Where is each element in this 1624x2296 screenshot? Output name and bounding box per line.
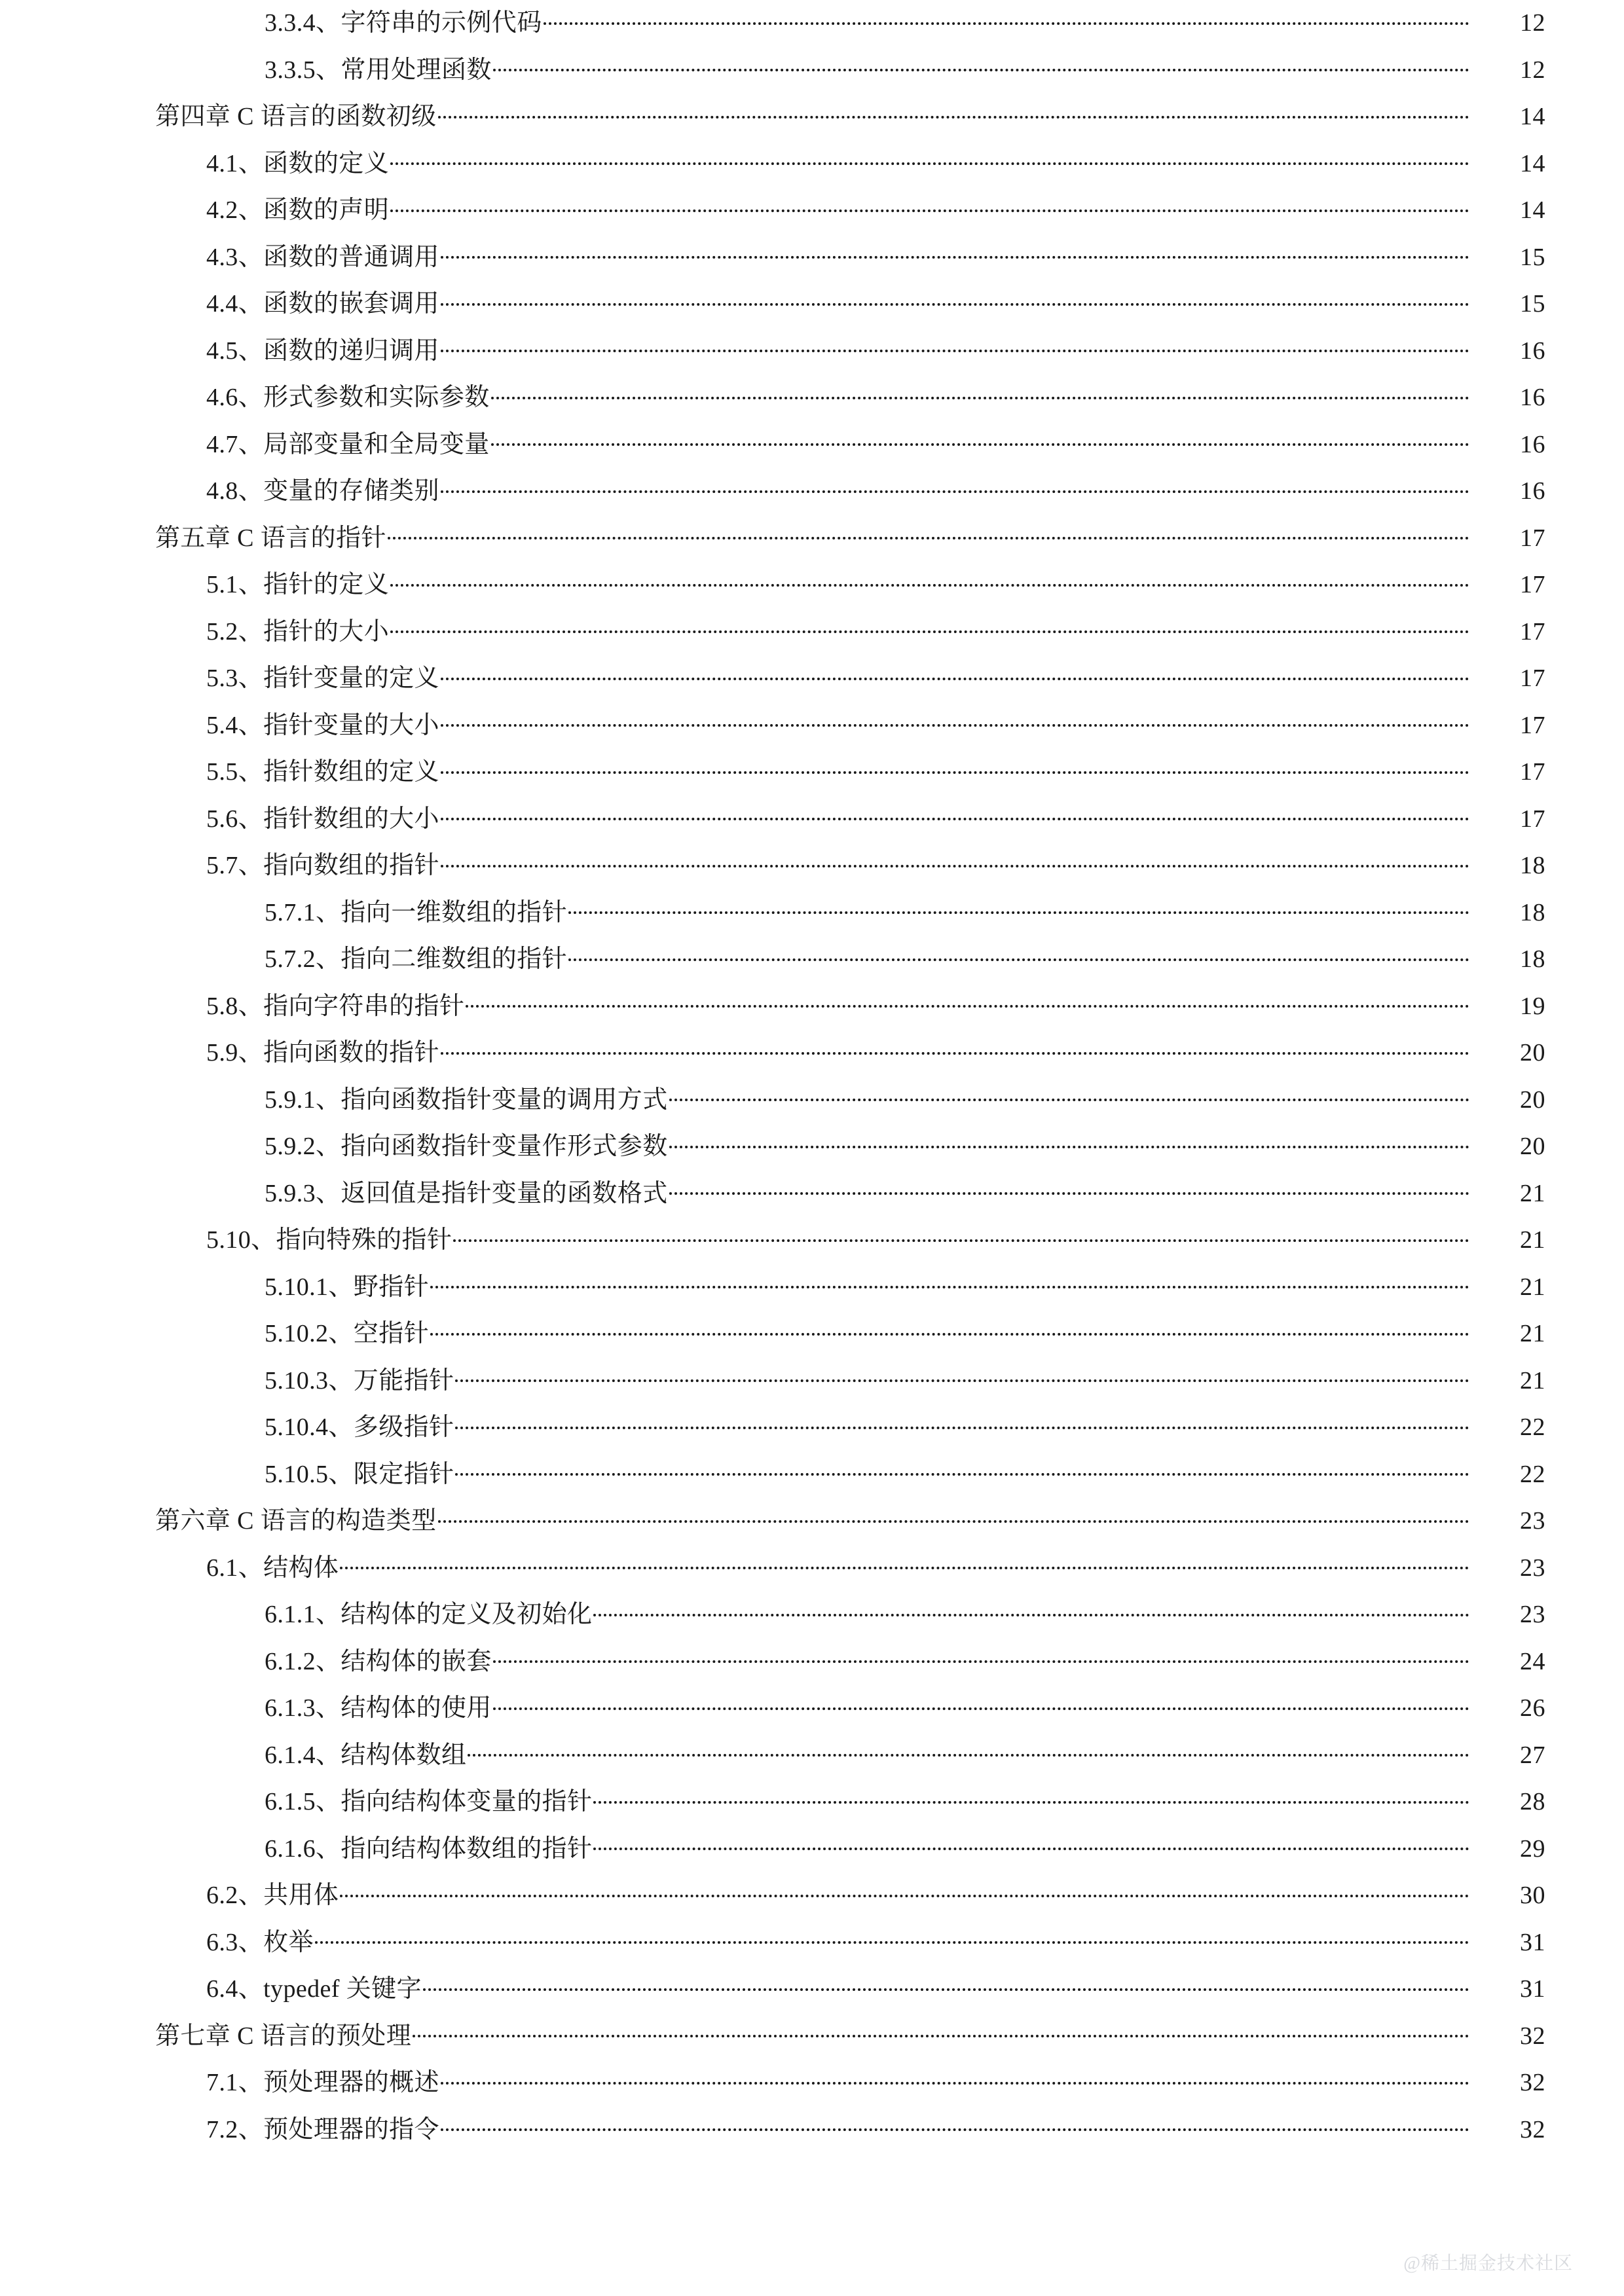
toc-leader-dots xyxy=(390,615,1469,640)
toc-leader-dots xyxy=(669,1176,1469,1201)
toc-entry-title: 5.7.1、指向一维数组的指针 xyxy=(265,898,568,926)
toc-entry-title: 7.2、预处理器的指令 xyxy=(206,2115,439,2143)
toc-entry-page-number: 16 xyxy=(1520,384,1545,411)
toc-entry-title: 6.1.6、指向结构体数组的指针 xyxy=(265,1834,593,1863)
toc-entry-title: 5.6、指针数组的大小 xyxy=(206,805,439,833)
toc-leader-dots xyxy=(441,1036,1469,1061)
toc-entry-page-number: 16 xyxy=(1520,477,1545,505)
toc-entry-page-number: 30 xyxy=(1520,1882,1545,1909)
toc-entry[interactable] xyxy=(0,1732,1624,1779)
toc-entry-page-number: 16 xyxy=(1520,430,1545,458)
toc-leader-dots xyxy=(441,661,1469,686)
toc-entry-page-number: 21 xyxy=(1520,1366,1545,1394)
toc-leader-dots xyxy=(430,1270,1469,1295)
toc-entry-page-number: 14 xyxy=(1520,149,1545,177)
toc-entry-page-number: 18 xyxy=(1520,945,1545,973)
toc-leader-dots xyxy=(441,848,1469,873)
toc-entry-page-number: 26 xyxy=(1520,1694,1545,1722)
toc-leader-dots xyxy=(340,1551,1469,1576)
toc-leader-dots xyxy=(430,1317,1469,1341)
toc-entry[interactable] xyxy=(0,1123,1624,1171)
toc-entry-page-number: 17 xyxy=(1520,805,1545,833)
toc-entry-page-number: 12 xyxy=(1520,56,1545,84)
toc-leader-dots xyxy=(388,521,1469,546)
toc-entry-title: 5.10、指向特殊的指针 xyxy=(206,1226,452,1254)
toc-entry-title: 第六章 C 语言的构造类型 xyxy=(155,1507,437,1535)
toc-leader-dots xyxy=(468,1738,1469,1763)
toc-entry-title: 6.1.1、结构体的定义及初始化 xyxy=(265,1601,593,1628)
toc-entry-title: 5.2、指针的大小 xyxy=(206,617,390,646)
toc-entry-title: 第四章 C 语言的函数初级 xyxy=(155,103,437,130)
toc-entry-title: 6.2、共用体 xyxy=(206,1882,339,1909)
toc-entry[interactable] xyxy=(0,281,1624,328)
toc-entry[interactable] xyxy=(0,843,1624,890)
toc-leader-dots xyxy=(441,2066,1469,2090)
toc-entry-page-number: 17 xyxy=(1520,758,1545,786)
toc-entry[interactable] xyxy=(0,1920,1624,1967)
toc-entry-page-number: 17 xyxy=(1520,524,1545,552)
toc-entry-title: 5.10.2、空指针 xyxy=(265,1320,430,1347)
toc-entry[interactable] xyxy=(0,1779,1624,1826)
toc-leader-dots xyxy=(441,334,1469,359)
toc-entry-title: 6.3、枚举 xyxy=(206,1928,314,1956)
toc-entry[interactable] xyxy=(0,1358,1624,1405)
toc-entry-title: 5.9.3、返回值是指针变量的函数格式 xyxy=(265,1179,668,1207)
toc-leader-dots xyxy=(340,1878,1469,1903)
toc-entry-page-number: 22 xyxy=(1520,1413,1545,1441)
toc-leader-dots xyxy=(593,1597,1469,1622)
toc-entry-title: 6.1.2、结构体的嵌套 xyxy=(265,1647,492,1675)
toc-entry-title: 5.10.1、野指针 xyxy=(265,1273,430,1301)
toc-entry-title: 4.5、函数的递归调用 xyxy=(206,337,439,365)
toc-entry-page-number: 17 xyxy=(1520,711,1545,739)
toc-entry-page-number: 29 xyxy=(1520,1834,1545,1863)
toc-entry-title: 6.1、结构体 xyxy=(206,1554,339,1582)
toc-entry-title: 第五章 C 语言的指针 xyxy=(155,524,386,552)
toc-entry[interactable] xyxy=(0,374,1624,422)
toc-entry-page-number: 20 xyxy=(1520,1133,1545,1160)
toc-entry-title: 4.8、变量的存储类别 xyxy=(206,477,439,505)
toc-entry-page-number: 31 xyxy=(1520,1928,1545,1956)
toc-leader-dots xyxy=(441,755,1469,780)
toc-leader-dots xyxy=(441,287,1469,312)
toc-leader-dots xyxy=(390,568,1469,592)
toc-entry[interactable] xyxy=(0,702,1624,750)
toc-entry-page-number: 32 xyxy=(1520,2069,1545,2096)
toc-entry-page-number: 17 xyxy=(1520,665,1545,692)
toc-entry-title: 6.4、typedef 关键字 xyxy=(206,1975,422,2003)
toc-entry-page-number: 14 xyxy=(1520,196,1545,224)
toc-entry[interactable] xyxy=(0,796,1624,843)
toc-entry[interactable] xyxy=(0,936,1624,983)
toc-entry[interactable] xyxy=(0,1592,1624,1639)
toc-entry[interactable] xyxy=(0,94,1624,141)
toc-entry[interactable] xyxy=(0,983,1624,1030)
toc-entry-title: 3.3.4、字符串的示例代码 xyxy=(265,9,542,37)
toc-leader-dots xyxy=(593,1785,1469,1810)
toc-entry[interactable] xyxy=(0,1545,1624,1592)
toc-entry[interactable] xyxy=(0,187,1624,234)
toc-leader-dots xyxy=(455,1457,1469,1482)
toc-entry-title: 5.7.2、指向二维数组的指针 xyxy=(265,945,568,973)
toc-entry-page-number: 17 xyxy=(1520,617,1545,646)
toc-entry[interactable] xyxy=(0,1451,1624,1499)
toc-entry-title: 5.8、指向字符串的指针 xyxy=(206,992,465,1020)
toc-entry-title: 5.5、指针数组的定义 xyxy=(206,758,439,786)
toc-entry-title: 5.10.5、限定指针 xyxy=(265,1460,454,1488)
toc-entry-page-number: 28 xyxy=(1520,1788,1545,1815)
toc-leader-dots xyxy=(669,1083,1469,1108)
toc-entry-page-number: 16 xyxy=(1520,337,1545,365)
toc-leader-dots xyxy=(491,428,1469,452)
toc-leader-dots xyxy=(455,1410,1469,1435)
toc-entry[interactable] xyxy=(0,1966,1624,2013)
toc-entry-title: 5.10.4、多级指针 xyxy=(265,1413,454,1441)
toc-entry[interactable] xyxy=(0,1030,1624,1077)
toc-entry-title: 4.6、形式参数和实际参数 xyxy=(206,384,490,411)
toc-entry[interactable] xyxy=(0,1826,1624,1873)
toc-leader-dots xyxy=(455,1364,1469,1389)
toc-entry-page-number: 22 xyxy=(1520,1460,1545,1488)
toc-entry-title: 4.7、局部变量和全局变量 xyxy=(206,430,490,458)
toc-leader-dots xyxy=(453,1223,1469,1248)
toc-leader-dots xyxy=(315,1925,1469,1950)
toc-entry[interactable] xyxy=(0,0,1624,47)
toc-leader-dots xyxy=(390,147,1469,172)
toc-entry-title: 6.1.4、结构体数组 xyxy=(265,1741,467,1769)
toc-leader-dots xyxy=(544,6,1469,31)
toc-leader-dots xyxy=(669,1129,1469,1154)
toc-entry-title: 4.4、函数的嵌套调用 xyxy=(206,290,439,318)
toc-entry-title: 4.3、函数的普通调用 xyxy=(206,243,439,271)
toc-entry-page-number: 32 xyxy=(1520,2022,1545,2050)
toc-leader-dots xyxy=(568,942,1469,967)
toc-entry-title: 5.10.3、万能指针 xyxy=(265,1366,454,1394)
toc-entry-page-number: 18 xyxy=(1520,898,1545,926)
toc-entry[interactable] xyxy=(0,2060,1624,2107)
toc-entry-page-number: 24 xyxy=(1520,1647,1545,1675)
toc-entry-title: 4.2、函数的声明 xyxy=(206,196,390,224)
toc-entry-title: 5.3、指针变量的定义 xyxy=(206,665,439,692)
toc-entry[interactable] xyxy=(0,328,1624,375)
toc-entry[interactable] xyxy=(0,1498,1624,1545)
toc-entry-page-number: 23 xyxy=(1520,1601,1545,1628)
toc-entry[interactable] xyxy=(0,1264,1624,1311)
toc-entry[interactable] xyxy=(0,1077,1624,1124)
toc-entry[interactable] xyxy=(0,141,1624,188)
toc-leader-dots xyxy=(568,896,1469,920)
toc-leader-dots xyxy=(438,1504,1469,1529)
toc-entry-title: 3.3.5、常用处理函数 xyxy=(265,56,492,84)
toc-leader-dots xyxy=(493,1645,1469,1669)
toc-entry-page-number: 21 xyxy=(1520,1226,1545,1254)
toc-leader-dots xyxy=(593,1832,1469,1857)
toc-entry-page-number: 27 xyxy=(1520,1741,1545,1769)
toc-leader-dots xyxy=(466,989,1469,1014)
toc-entry[interactable] xyxy=(0,47,1624,94)
toc-entry-title: 7.1、预处理器的概述 xyxy=(206,2069,439,2096)
toc-leader-dots xyxy=(441,240,1469,265)
toc-entry[interactable] xyxy=(0,1404,1624,1451)
toc-entry-page-number: 21 xyxy=(1520,1179,1545,1207)
toc-leader-dots xyxy=(441,802,1469,827)
watermark: @稀土掘金技术社区 xyxy=(1403,2253,1573,2274)
toc-entry-page-number: 21 xyxy=(1520,1273,1545,1301)
toc-entry-title: 5.1、指针的定义 xyxy=(206,571,390,598)
toc-entry[interactable] xyxy=(0,468,1624,515)
toc-entry[interactable] xyxy=(0,234,1624,282)
toc-entry-title: 4.1、函数的定义 xyxy=(206,149,390,177)
toc-leader-dots xyxy=(441,708,1469,733)
toc-entry-page-number: 19 xyxy=(1520,992,1545,1020)
toc-entry[interactable] xyxy=(0,1311,1624,1358)
toc-entry-page-number: 31 xyxy=(1520,1975,1545,2003)
toc-entry-page-number: 23 xyxy=(1520,1554,1545,1582)
toc-entry-page-number: 15 xyxy=(1520,243,1545,271)
toc-leader-dots xyxy=(491,380,1469,405)
toc-entry[interactable] xyxy=(0,422,1624,469)
toc-entry-page-number: 23 xyxy=(1520,1507,1545,1535)
toc-leader-dots xyxy=(423,1972,1469,1997)
toc-entry-page-number: 12 xyxy=(1520,9,1545,37)
toc-entry[interactable] xyxy=(0,1639,1624,1686)
toc-leader-dots xyxy=(390,193,1469,218)
toc-entry[interactable] xyxy=(0,609,1624,656)
toc-entry-page-number: 20 xyxy=(1520,1039,1545,1066)
toc-entry[interactable] xyxy=(0,1685,1624,1732)
toc-entry-title: 5.9、指向函数的指针 xyxy=(206,1039,439,1066)
toc-entry-title: 5.7、指向数组的指针 xyxy=(206,852,439,879)
toc-entry-title: 5.9.2、指向函数指针变量作形式参数 xyxy=(265,1133,668,1160)
toc-entry-page-number: 15 xyxy=(1520,290,1545,318)
toc-entry-title: 6.1.5、指向结构体变量的指针 xyxy=(265,1788,593,1815)
toc-entry[interactable] xyxy=(0,890,1624,937)
toc-entry[interactable] xyxy=(0,749,1624,796)
toc-entry[interactable] xyxy=(0,562,1624,609)
toc-entry-page-number: 20 xyxy=(1520,1085,1545,1114)
toc-entry-page-number: 14 xyxy=(1520,103,1545,130)
toc-entry[interactable] xyxy=(0,1872,1624,1920)
toc-entry-title: 6.1.3、结构体的使用 xyxy=(265,1694,492,1722)
toc-leader-dots xyxy=(493,53,1469,78)
toc-entry-page-number: 21 xyxy=(1520,1320,1545,1347)
toc-entry-page-number: 17 xyxy=(1520,571,1545,598)
toc-leader-dots xyxy=(493,1691,1469,1716)
toc-entry-title: 5.4、指针变量的大小 xyxy=(206,711,439,739)
toc-leader-dots xyxy=(441,474,1469,499)
toc-leader-dots xyxy=(441,2113,1469,2138)
toc-entry-page-number: 32 xyxy=(1520,2115,1545,2143)
toc-entry[interactable] xyxy=(0,2013,1624,2060)
toc-entry[interactable] xyxy=(0,1217,1624,1264)
toc-leader-dots xyxy=(438,100,1469,124)
toc-entry[interactable] xyxy=(0,2107,1624,2154)
toc-entry-title: 5.9.1、指向函数指针变量的调用方式 xyxy=(265,1085,668,1114)
toc-entry-page-number: 18 xyxy=(1520,852,1545,879)
toc-entry-title: 第七章 C 语言的预处理 xyxy=(155,2022,412,2050)
toc-entry[interactable] xyxy=(0,515,1624,562)
toc-entry[interactable] xyxy=(0,1171,1624,1218)
toc-leader-dots xyxy=(413,2019,1469,2044)
toc-entry[interactable] xyxy=(0,655,1624,702)
